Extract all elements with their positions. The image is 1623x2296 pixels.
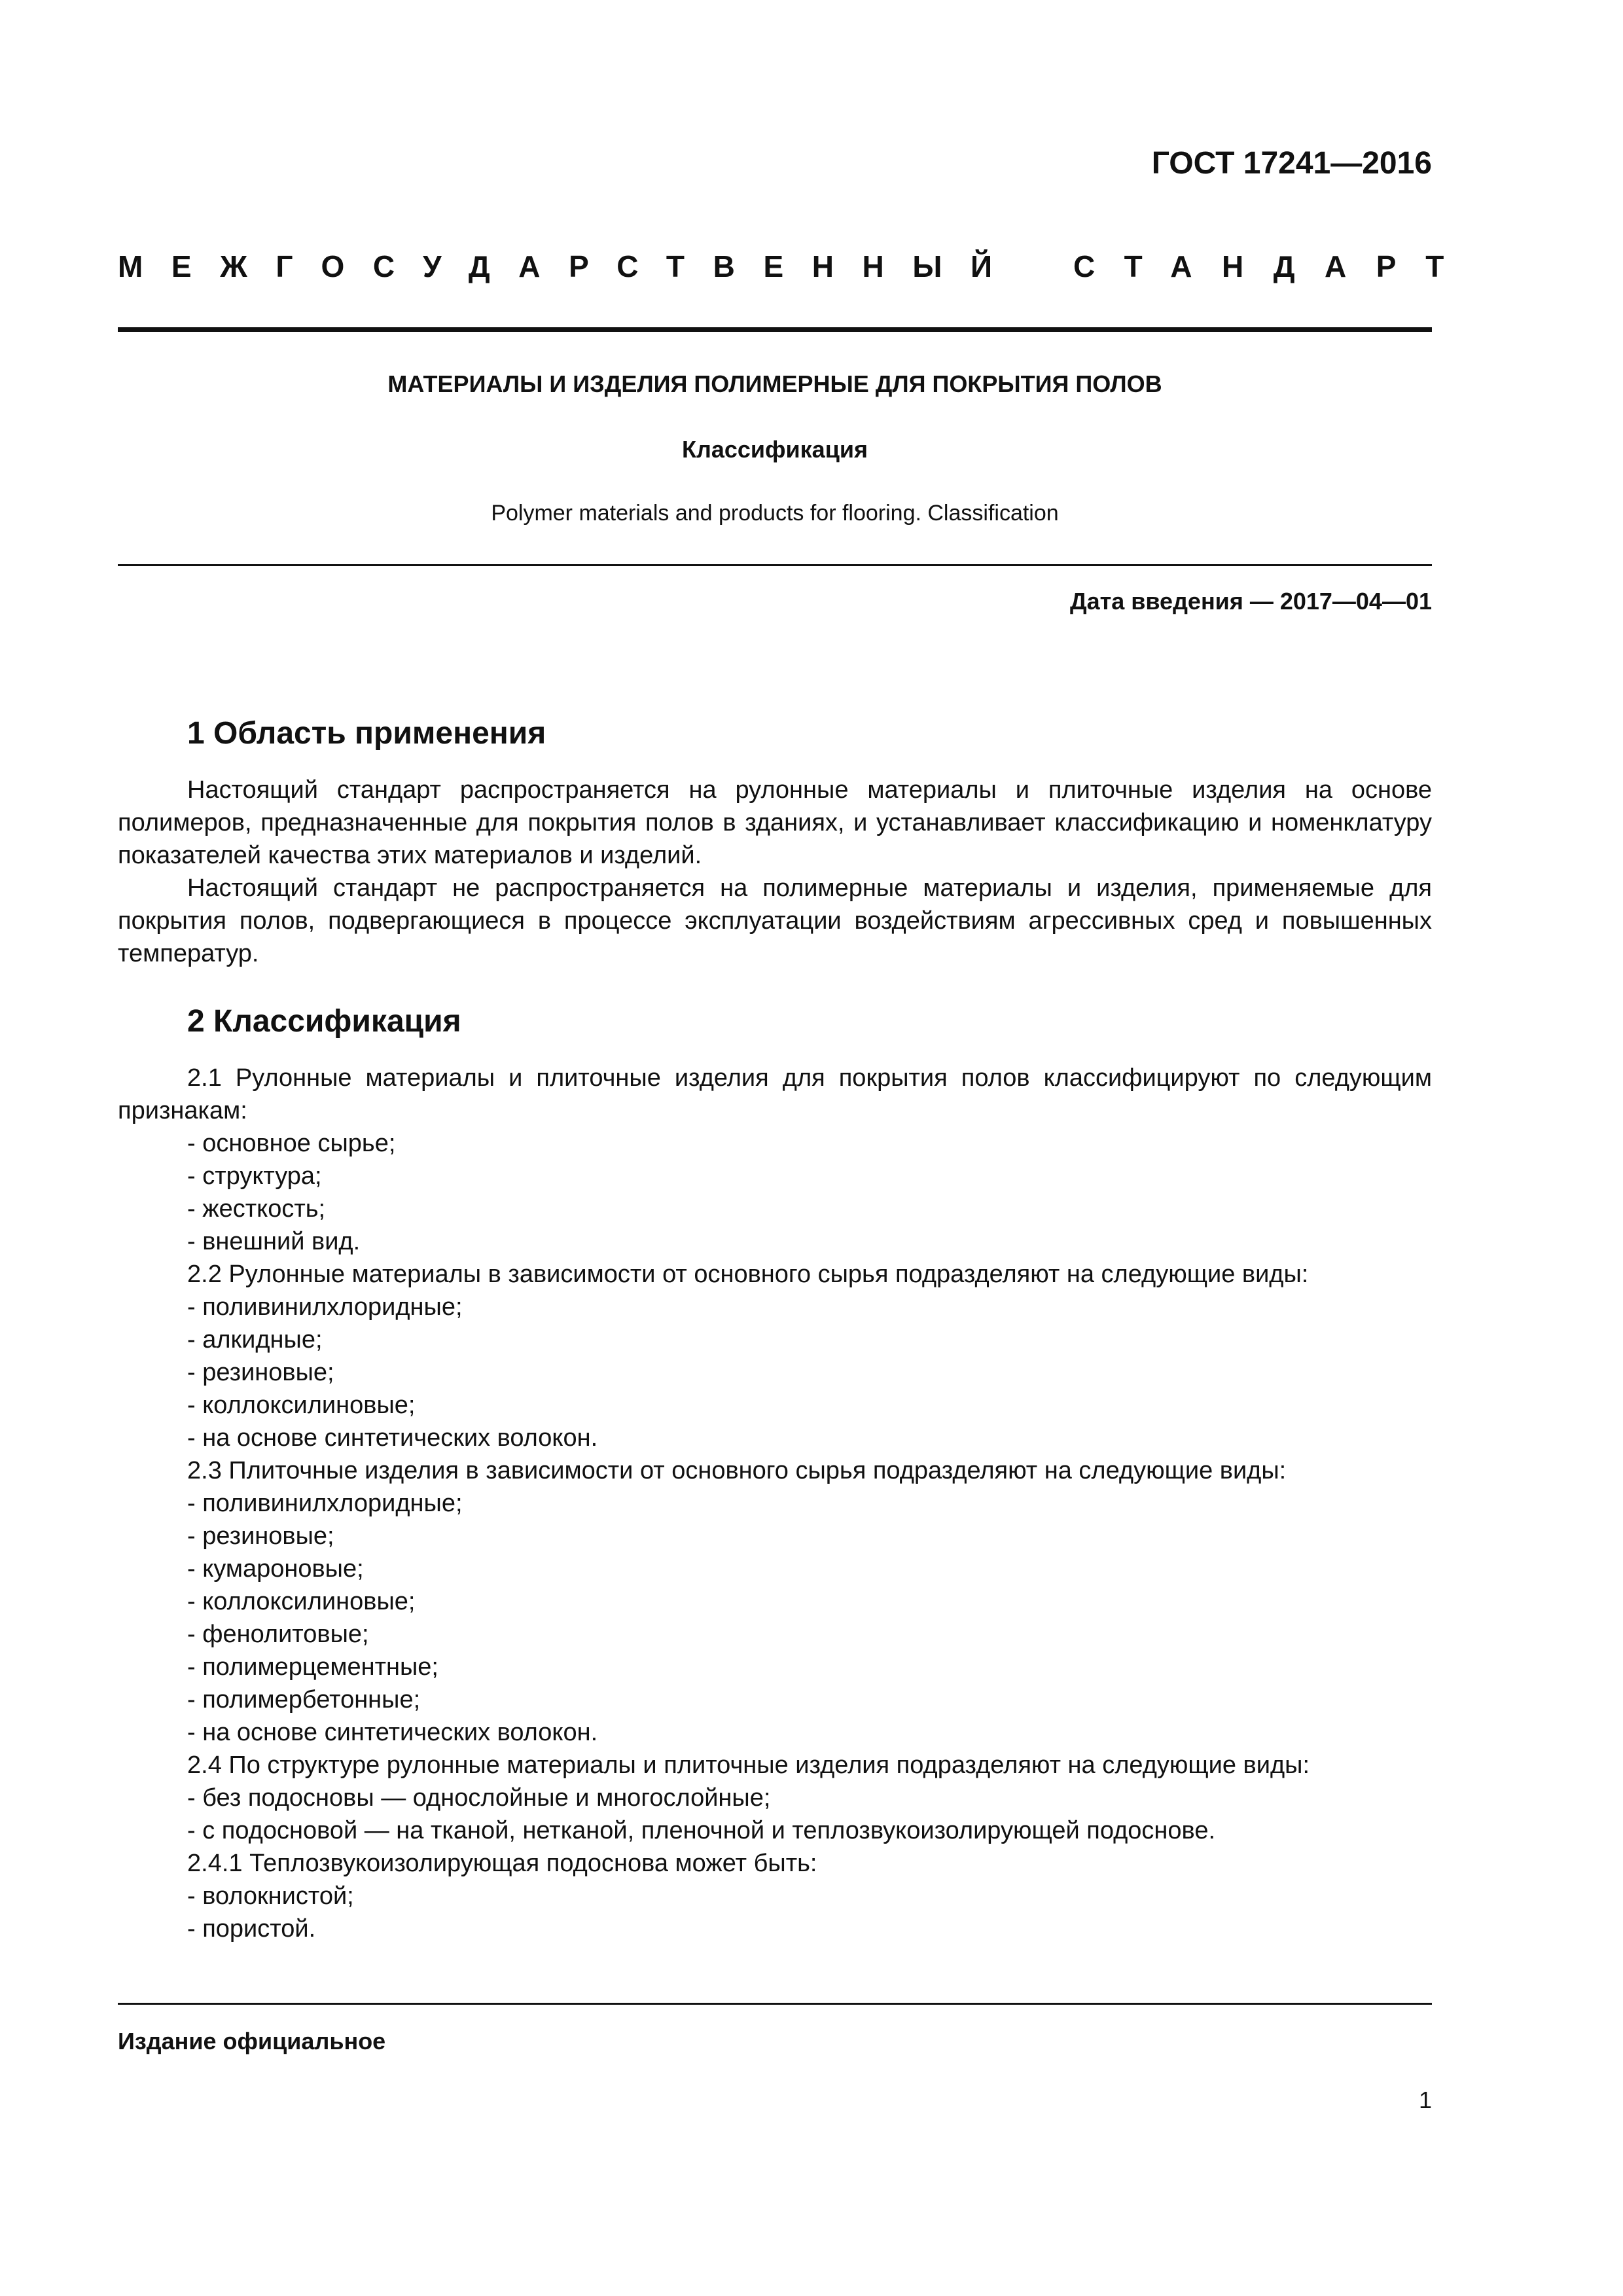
list-item: - без подосновы — однослойные и многослойные;: [187, 1784, 771, 1812]
list-2-4-1: [118, 1880, 1432, 1945]
list-item: - полимерцементные;: [187, 1653, 438, 1681]
list-2-4: [118, 1782, 1432, 1847]
document-body: [118, 713, 1432, 1945]
list-item: - резиновые;: [187, 1522, 334, 1550]
official-edition-label: Издание официальное: [118, 2028, 386, 2054]
document-title-english: Polymer materials and products for flooring. Classification: [491, 501, 1059, 526]
list-item: - кумароновые;: [187, 1555, 364, 1583]
clause-2-1: 2.1 Рулонные материалы и плиточные изделия для покрытия полов классифицируют по следующим признакам:: [118, 1064, 1432, 1124]
list-item: - полимербетонные;: [187, 1686, 421, 1713]
list-item: - коллоксилиновые;: [187, 1588, 416, 1615]
list-2-3: [118, 1487, 1432, 1749]
list-item: - фенолитовые;: [187, 1621, 369, 1648]
clause-2-2: 2.2 Рулонные материалы в зависимости от основного сырья подразделяют на следующие виды:: [187, 1261, 1309, 1288]
document-subtitle: Классификация: [682, 436, 868, 463]
list-item: - пористой.: [187, 1915, 316, 1943]
interstate-standard-banner: [118, 249, 1474, 288]
section-2-heading: 2 Классификация: [187, 1004, 461, 1039]
list-item: - основное сырье;: [187, 1130, 396, 1157]
clause-2-4-1: 2.4.1 Теплозвукоизолирующая подоснова может быть:: [187, 1850, 817, 1877]
clause-2-4: 2.4 По структуре рулонные материалы и плиточные изделия подразделяют на следующие виды:: [187, 1751, 1310, 1779]
document-title: МАТЕРИАЛЫ И ИЗДЕЛИЯ ПОЛИМЕРНЫЕ ДЛЯ ПОКРЫТИЯ ПОЛОВ: [387, 370, 1162, 397]
page-number: 1: [1418, 2087, 1432, 2113]
list-item: - на основе синтетических волокон.: [187, 1719, 598, 1746]
title-divider: [118, 564, 1432, 566]
list-item: - поливинилхлоридные;: [187, 1293, 463, 1321]
list-item: - резиновые;: [187, 1359, 334, 1386]
list-item: - волокнистой;: [187, 1882, 354, 1910]
interstate-word: МЕЖГОСУДАРСТВЕННЫЙ: [118, 249, 1021, 283]
section-1-paragraph: Настоящий стандарт не распространяется на полимерные материалы и изделия, применяемые для покрытия полов, подвергающиеся в процессе эксплуатации воздействиям агрессивных сред и повышенных температур.: [118, 874, 1432, 967]
section-1-heading: 1 Область применения: [187, 716, 546, 751]
clause-2-3: 2.3 Плиточные изделия в зависимости от основного сырья подразделяют на следующие виды:: [187, 1457, 1287, 1484]
list-2-2: [118, 1291, 1432, 1454]
list-item: - структура;: [187, 1162, 322, 1190]
list-item: - алкидные;: [187, 1326, 323, 1354]
standard-word: СТАНДАРТ: [1073, 249, 1474, 283]
list-item: - внешний вид.: [187, 1228, 361, 1255]
introduction-date: Дата введения — 2017—04—01: [1069, 588, 1432, 615]
gost-number: ГОСТ 17241—2016: [1151, 146, 1432, 181]
list-item: - на основе синтетических волокон.: [187, 1424, 598, 1452]
section-1-paragraph: Настоящий стандарт распространяется на рулонные материалы и плиточные изделия на основе полимеров, предназначенные для покрытия полов в зданиях, и устанавливает классификацию и номенклатуру показателей качества этих материалов и изделий.: [118, 776, 1432, 869]
list-item: - коллоксилиновые;: [187, 1391, 416, 1419]
list-item: - поливинилхлоридные;: [187, 1490, 463, 1517]
header-divider: [118, 327, 1432, 332]
list-item: - жесткость;: [187, 1195, 326, 1223]
list-2-1: [118, 1127, 1432, 1258]
footer-divider: [118, 2003, 1432, 2005]
list-item: - с подосновой — на тканой, нетканой, пленочной и теплозвукоизолирующей подоснове.: [187, 1817, 1216, 1844]
